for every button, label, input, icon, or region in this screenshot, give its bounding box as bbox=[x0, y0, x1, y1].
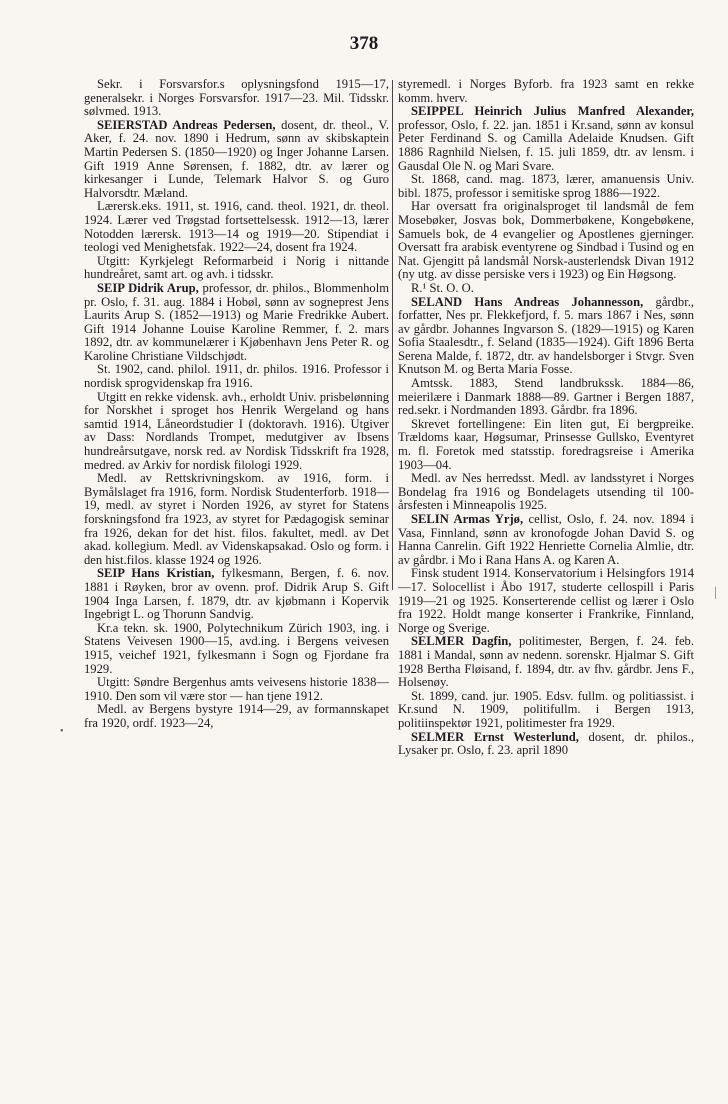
entry-text: politimester, Bergen, f. 24. feb. 1881 i Mandal, sønn av nedenn. sorenskr. Hjalmar S. Gift 1928 Bertha Fløisand, f. 1894, dtr. av fhv. gårdbr. Jens F., Holsenøy. bbox=[398, 634, 694, 690]
paragraph: Utgitt: Kyrkjelegt Reformarbeid i Norig i nittande hundreåret, samt art. og avh. i tidsskr. bbox=[84, 253, 389, 282]
paragraph: Har oversatt fra originalsproget til landsmål de fem Mosebøker, Josvas bok, Dommerbøkene, Kongebøkene, Samuels bok, de 4 evangelier og Apostlenes gjerninger. Oversatt fra arabisk eventyrene og Sindbad i Tusind og en Nat. Gjengitt på landsmål Norsk-austerlendsk Divan 1912 (ny utg. av disse persiske vers i 1923) og Ein Høgsong. bbox=[398, 199, 694, 282]
entry-text: dosent, dr. theol., V. Aker, f. 24. nov. 1890 i Hedrum, sønn av skibskaptein Martin Pedersen S. (1850—1920) og Inger Johanne Larsen. Gift 1919 Anne Sørensen, f. 1882, dtr. av lærer og kirkesanger i Lunde, Telemark Halvor S. og Guro Halvorsdtr. Mæland. bbox=[84, 117, 389, 200]
paragraph: Kr.a tekn. sk. 1900, Polytechnikum Zürich 1903, ing. i Statens Veivesen 1900—15, avd.ing. i Bergens veivesen 1915, veichef 1921, fylkesmann i Sogn og Fjordane fra 1929. bbox=[84, 620, 389, 676]
entry-name: SELAND Hans Andreas Johannesson, bbox=[411, 294, 644, 309]
biography-entry bbox=[84, 119, 389, 201]
entry-text: professor, dr. philos., Blommenholm pr. Oslo, f. 31. aug. 1884 i Hobøl, sønn av sogneprest Jens Laurits Arup S. (1852—1913) og Marie Fredrikke Aubert. Gift 1914 Johanne Louise Karoline Remmer, f. 2. mars 1892, dtr. av kommunelærer i Kjøbenhavn Jens Peter R. og Karoline Christiane Vildschjødt. bbox=[84, 280, 390, 363]
biography-entry bbox=[398, 105, 694, 173]
right-column bbox=[398, 78, 694, 758]
entry-name: SEIP Hans Kristian, bbox=[97, 566, 215, 581]
biography-entry bbox=[84, 567, 389, 621]
entry-name: SEIERSTAD Andreas Pedersen, bbox=[97, 117, 276, 132]
entry-text: dosent, dr. philos., Lysaker pr. Oslo, f. 23. april 1890 bbox=[398, 729, 694, 758]
paragraph: Sekr. i Forsvarsfor.s oplysningsfond 1915—17, generalsekr. i Norges Forsvarsfor. 1917—23. Mil. Tidsskr. sølvmed. 1913. bbox=[84, 77, 389, 119]
paragraph: Finsk student 1914. Konservatorium i Helsingfors 1914—17. Solocellist i Åbo 1917, studerte cellospill i Paris 1919—21 og 1925. Konserterende cellist og lærer i Oslo fra 1922. Holdt mange konserter i Frankrike, Finnland, Norge og Sverige. bbox=[398, 566, 694, 635]
paragraph: styremedl. i Norges Byforb. fra 1923 samt en rekke komm. hverv. bbox=[398, 77, 694, 105]
paragraph: St. 1902, cand. philol. 1911, dr. philos. 1916. Professor i nordisk sprogvidenskap fra 1916. bbox=[84, 362, 389, 391]
entry-name: SELIN Armas Yrjø, bbox=[411, 512, 524, 526]
entry-text: professor, Oslo, f. 22. jan. 1851 i Kr.sand, sønn av konsul Peter Ferdinand S. og Camilla Adelaide Knudsen. Gift 1886 Ragnhild Nielsen, f. 15. juli 1859, dtr. av lensm. i Gausdal Ole N. og Mari Svare. bbox=[398, 117, 694, 173]
biography-entry bbox=[84, 282, 389, 364]
paragraph: St. 1899, cand. jur. 1905. Edsv. fullm. og politiassist. i Kr.sund N. 1909, politifullm. i Bergen 1913, politiinspektør 1921, politimester fra 1929. bbox=[398, 688, 694, 730]
entry-name: SELMER Dagfin, bbox=[411, 634, 512, 649]
biography-entry bbox=[398, 731, 694, 758]
paragraph: Utgitt: Søndre Bergenhus amts veivesens historie 1838—1910. Den som vil være stor — han tjene 1912. bbox=[84, 675, 389, 703]
column-divider bbox=[392, 80, 393, 590]
entry-name: SEIPPEL Heinrich Julius Manfred Alexander, bbox=[411, 104, 694, 119]
entry-text: gårdbr., forfatter, Nes pr. Flekkefjord, f. 5. mars 1867 i Nes, sønn av gårdbr. Johannes Ingvarson S. (1829—1915) og Karen Sofia Staalesdtr., f. Seland (1835—1924). Gift 1896 Berta Serena Malde, f. 1872, dtr. av handelsborger i Stvgr. Sven Knutson M. og Berta Maria Fosse. bbox=[398, 294, 694, 377]
paragraph: Medl. av Rettskrivningskom. av 1916, form. i Bymålslaget fra 1916, form. Nordisk Studenterforb. 1918—19, medl. av styret i Norden 1926, av styret for Statens forskningsfond fra 1923, av styret for Pædagogisk seminar fra 1926, dekan for det hist. filos. fakultet, medl. av Det akad. kollegium. Medl. av Videnskapsakad. Oslo og form. i den hist.filos. klasse 1924 og 1926. bbox=[84, 471, 389, 567]
entry-name: SELMER Ernst Westerlund, bbox=[411, 729, 579, 744]
entry-text: fylkesmann, Bergen, f. 6. nov. 1881 i Røyken, bror av ovenn. prof. Didrik Arup S. Gift 1904 Inga Larsen, f. 1879, dtr. av kjøbmann i Kopervik Ingebrigt L. og Thorunn Sandvig. bbox=[84, 566, 389, 622]
paragraph: St. 1868, cand. mag. 1873, lærer, amanuensis Univ. bibl. 1875, professor i semitiske sprog 1886—1922. bbox=[398, 172, 694, 200]
biography-entry bbox=[398, 513, 694, 567]
margin-marker: • bbox=[60, 726, 64, 737]
edge-mark: | bbox=[714, 585, 717, 600]
paragraph: Skrevet fortellingene: Ein liten gut, Ei bergpreike. Trældoms kaar, Høgsumar, Prinsesse Gullsko, Eventyret m. fl. Foretok med statsstip. foredragsreise i Amerika 1903—04. bbox=[398, 416, 694, 472]
biography-entry bbox=[398, 296, 694, 378]
entry-name: SEIP Didrik Arup, bbox=[97, 280, 199, 295]
paragraph: R.¹ St. O. O. bbox=[411, 280, 474, 295]
paragraph: Utgitt en rekke vidensk. avh., erholdt Univ. prisbelønning for Norskhet i sproget hos Henrik Wergeland og hans samtid 1914, Låneordstudier I (doktoravh. 1916). Utgiver av Dass: Nordlands Trompet, medutgiver av Ibsens hundreårsutgave, norsk red. av Nordisk Tidsskrift fra 1928, medred. av Arkiv for nordisk filologi 1929. bbox=[84, 389, 389, 472]
paragraph: Medl. av Bergens bystyre 1914—29, av formannskapet fra 1920, ordf. 1923—24, bbox=[84, 702, 389, 730]
paragraph: Lærersk.eks. 1911, st. 1916, cand. theol. 1921, dr. theol. 1924. Lærer ved Trøgstad fortsettelsessk. 1912—13, lærer Notodden lærersk. 1913—14 og 1919—20. Stipendiat i teologi ved Menighetsfak. 1922—24, dosent fra 1924. bbox=[84, 199, 389, 255]
biography-entry bbox=[398, 635, 694, 689]
paragraph: Medl. av Nes herredsst. Medl. av landsstyret i Norges Bondelag fra 1916 og Bondelagets utsending til 100-årsfesten i Minneapolis 1925. bbox=[398, 471, 694, 513]
paragraph: Amtssk. 1883, Stend landbrukssk. 1884—86, meierilære i Danmark 1888—89. Gartner i Bergen 1887, red.sekr. i Nordmanden 1893. Gårdbr. fra 1896. bbox=[398, 376, 694, 418]
entry-text: cellist, Oslo, f. 24. nov. 1894 i Vasa, Finnland, sønn av kronofogde Johan David S. og Hanna Canrelin. Gift 1922 Henriette Cornelia Almlie, dtr. av gårdbr. i Mo i Rana Hans A. og Karen A. bbox=[398, 512, 694, 567]
page-number: 378 bbox=[349, 33, 379, 54]
left-column bbox=[84, 78, 389, 731]
